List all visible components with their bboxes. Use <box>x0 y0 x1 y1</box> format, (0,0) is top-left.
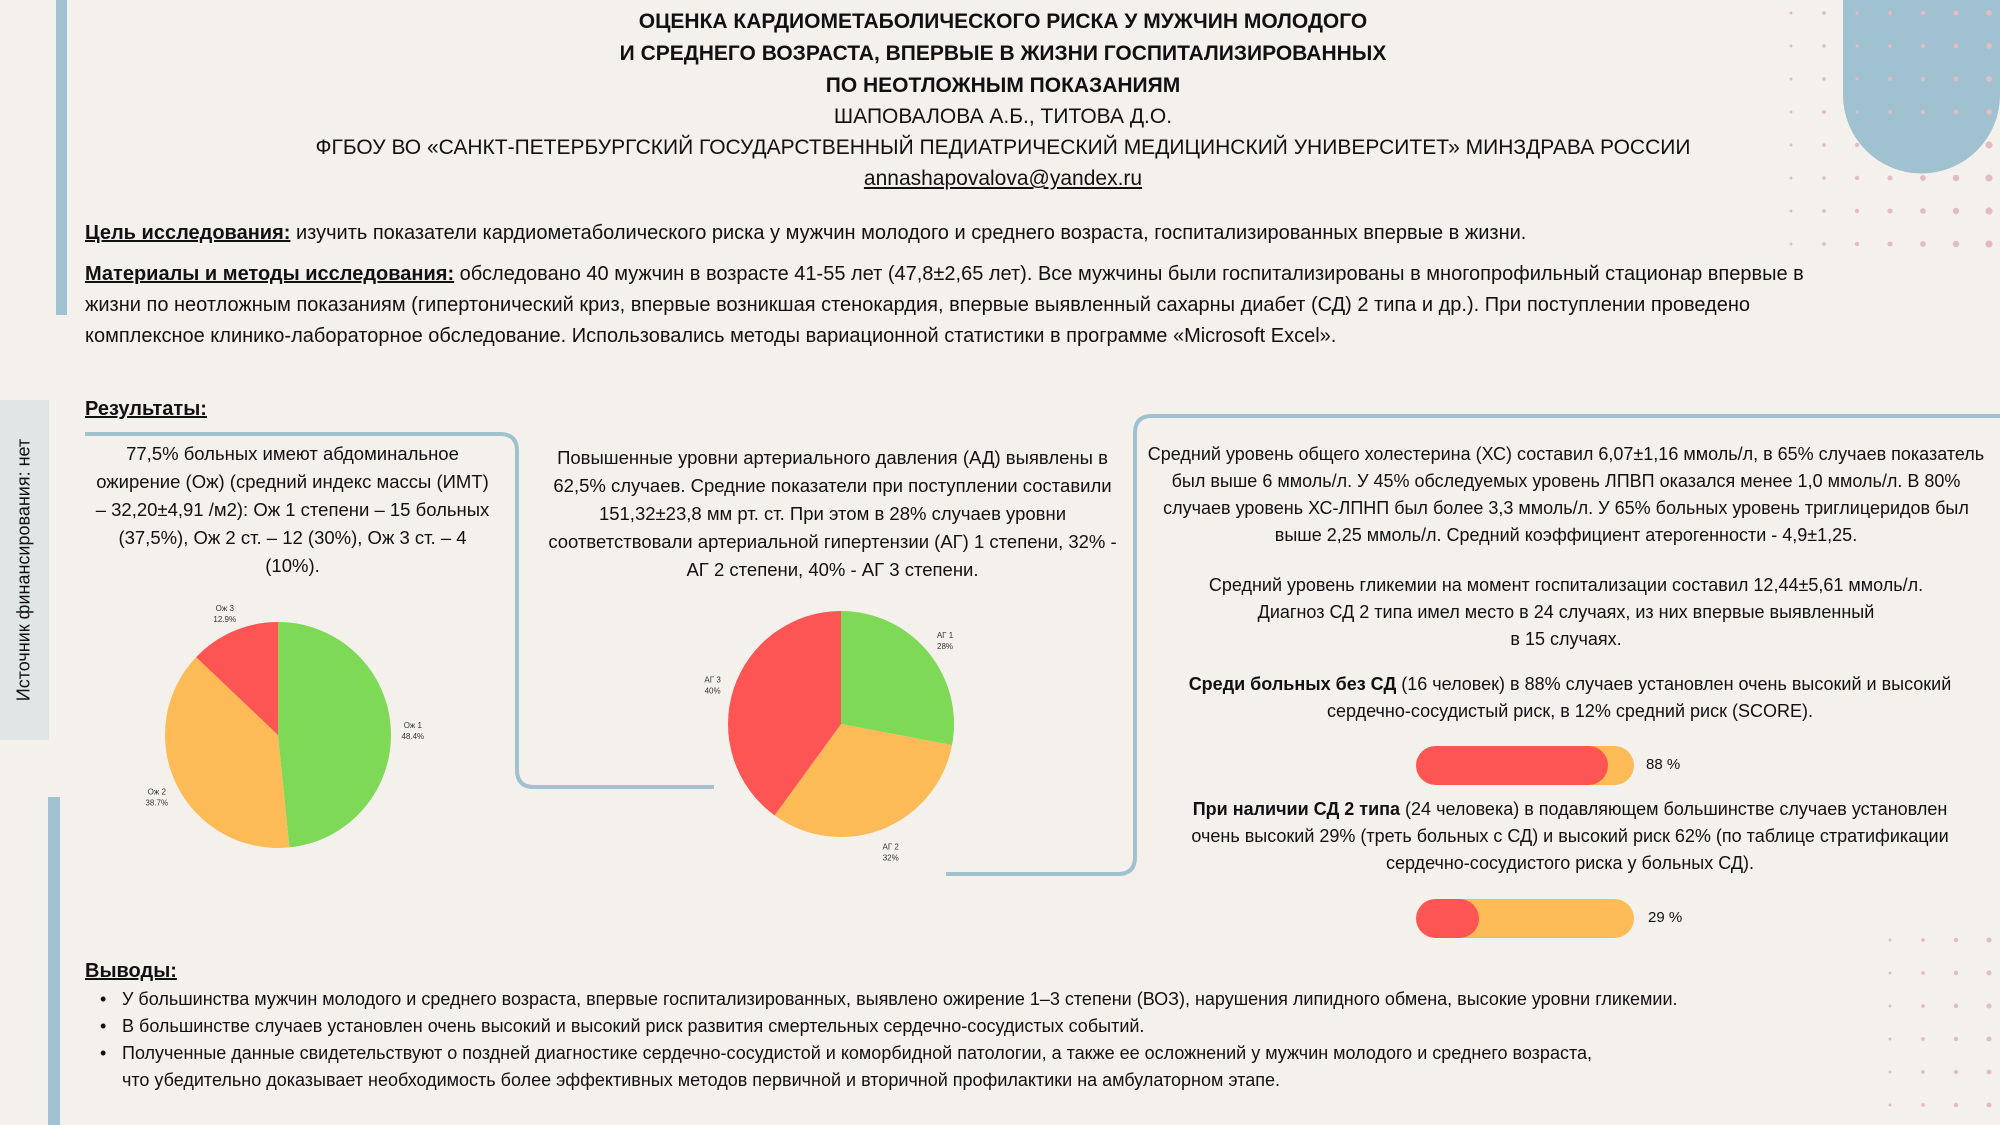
decorative-dot <box>1921 1103 1925 1107</box>
decorative-dot <box>1888 77 1892 81</box>
left-accent-bar-bottom <box>48 797 60 1125</box>
decorative-dot <box>1920 241 1926 247</box>
decorative-dot <box>1921 938 1925 942</box>
decorative-dot <box>1986 1036 1991 1041</box>
obesity-pie-chart <box>130 590 430 870</box>
decorative-dot <box>1855 176 1859 180</box>
lipid-text: Средний уровень общего холестерина (ХС) составил 6,07±1,16 ммоль/л, в 65% случаев показатель был выше 6 ммоль/л. У 45% обследуемых уровень ЛПВП оказался менее 1,0 ммоль/л. В 80% случаев уровень ХС-ЛПНП был более 3,3 ммоль/л. У 65% больных уровень триглицеридов был выше 2,25 ммоль/л. Средний коэффициент атерогенности - 4,9±1,25. <box>1147 444 1985 545</box>
no-diabetes-text <box>1180 671 1960 725</box>
authors: ШАПОВАЛОВА А.Б., ТИТОВА Д.О. <box>833 105 1173 128</box>
poster-title-line-2: И СРЕДНЕГО ВОЗРАСТА, ВПЕРВЫЕ В ЖИЗНИ ГОСПИТАЛИЗИРОВАННЫХ <box>619 42 1387 65</box>
pie-slice-Ож 1 <box>278 622 391 847</box>
conclusion-item: У большинства мужчин молодого и среднего возраста, впервые госпитализированных, выявлено ожирение 1–3 степени (ВОЗ), нарушения липидного обмена, высокие уровни гликемии. <box>122 989 1678 1009</box>
pie-data-label: 12.9% <box>213 614 237 624</box>
decorative-dot <box>1985 141 1992 148</box>
conclusion-item: Полученные данные свидетельствуют о поздней диагностике сердечно-сосудистой и коморбидной патологии, а также ее осложнений у мужчин молодого и среднего возраста, <box>122 1043 1593 1063</box>
decorative-dot <box>1822 77 1826 81</box>
decorative-dot <box>1888 110 1892 114</box>
goal-heading: Цель исследования: <box>85 222 291 244</box>
risk-bar-diabetes <box>1416 899 1634 938</box>
decorative-dot <box>1856 78 1859 81</box>
decorative-dot <box>1954 1103 1958 1107</box>
decorative-dot <box>1822 143 1826 147</box>
poster-title-line-3: ПО НЕОТЛОЖНЫМ ПОКАЗАНИЯМ <box>825 74 1181 97</box>
goal-section <box>85 218 1805 249</box>
decorative-dot <box>1953 43 1958 48</box>
decorative-dot <box>1953 109 1958 114</box>
decorative-dot <box>1954 1070 1958 1074</box>
diabetes-body: (24 человека) в подавляющем большинстве случаев установлен очень высокий 29% (треть больных с СД) и высокий риск 62% (по таблице стратификации сердечно-сосудистого риска у больных СД). <box>1191 799 1949 873</box>
diabetes-text <box>1190 796 1950 877</box>
decorative-dot <box>1889 972 1892 975</box>
pie-data-label: 40% <box>704 686 721 696</box>
decorative-dot <box>1790 210 1793 213</box>
decorative-dot <box>1889 1071 1892 1074</box>
decorative-dot <box>1887 241 1892 246</box>
glycemia-line: Диагноз СД 2 типа имел место в 24 случаях, из них впервые выявленный <box>1257 602 1875 622</box>
decorative-dot <box>1822 209 1826 213</box>
decorative-dot <box>1889 1005 1892 1008</box>
goal-text: изучить показатели кардиометаболического риска у мужчин молодого и среднего возраста, госпитализированных впервые в жизни. <box>290 222 1527 244</box>
bullet-icon: • <box>100 1016 107 1036</box>
decorative-dot <box>1921 77 1925 81</box>
diabetes-bold: При наличии СД 2 типа <box>1192 799 1401 819</box>
decorative-dot <box>1954 1004 1958 1008</box>
risk-bar-fill <box>1416 746 1608 785</box>
conclusions-heading: Выводы: <box>85 960 177 982</box>
no-diabetes-body: (16 человек) в 88% случаев установлен очень высокий и высокий сердечно-сосудистый риск, в 12% средний риск (SCORE). <box>1327 674 1952 721</box>
pie-data-label: 32% <box>882 853 899 863</box>
decorative-dot <box>1921 1070 1925 1074</box>
decorative-dot <box>1889 1104 1892 1107</box>
glycemia-text <box>1145 572 1987 653</box>
pie-category-label: АГ 2 <box>882 842 899 852</box>
decorative-dot <box>1887 208 1892 213</box>
decorative-dot <box>1986 76 1992 82</box>
decorative-dot <box>1986 1003 1991 1008</box>
decorative-dot <box>1920 175 1926 181</box>
decorative-dot <box>1856 111 1859 114</box>
decorative-dot <box>1921 1037 1925 1041</box>
decorative-dot <box>1985 174 1992 181</box>
decorative-dot <box>1986 10 1992 16</box>
pie-category-label: АГ 3 <box>704 675 721 685</box>
risk-bar-no-diabetes <box>1416 746 1634 785</box>
risk-bar-label: 88 % <box>1646 756 1681 773</box>
decorative-dot <box>1986 109 1992 115</box>
pie-data-label: 38.7% <box>145 798 169 808</box>
decorative-dot <box>1855 209 1859 213</box>
decorative-dot <box>1954 971 1958 975</box>
decorative-dot <box>1953 175 1960 182</box>
decorative-dot <box>1986 1069 1991 1074</box>
decorative-dot <box>1986 1102 1991 1107</box>
funding-text: Источник финансирования: нет <box>13 438 34 702</box>
decorative-dot <box>1822 44 1826 48</box>
glycemia-line: Средний уровень гликемии на момент госпитализации составил 12,44±5,61 ммоль/л. <box>1208 575 1924 595</box>
decorative-dot <box>1822 242 1826 246</box>
decorative-dot <box>1953 241 1960 248</box>
decorative-dot <box>1790 78 1793 81</box>
methods-heading: Материалы и методы исследования: <box>85 263 455 285</box>
methods-text: обследовано 40 мужчин в возрасте 41-55 лет (47,8±2,65 лет). Все мужчины были госпитализированы в многопрофильный стационар впервые в жизни по неотложным показаниям (гипертонический криз, впервые возникшая стенокардия, впервые выявленный сахарны диабет (СД) 2 типа и др.). При поступлении проведено комплексное клинико-лабораторное обследование. Использовались методы вариационной статистики в программе «Microsoft Excel». <box>85 263 1804 347</box>
decorative-dot <box>1921 44 1925 48</box>
decorative-dot <box>1888 44 1892 48</box>
decorative-dot <box>1822 11 1826 15</box>
pie-category-label: Ож 3 <box>215 603 234 613</box>
bullet-icon: • <box>100 989 107 1009</box>
conclusion-item-continued: что убедительно доказывает необходимость более эффективных методов первичной и вторичной профилактики на амбулаторном этапе. <box>122 1070 1280 1090</box>
decorative-dot <box>1986 43 1992 49</box>
decorative-dot <box>1790 45 1793 48</box>
decorative-dot <box>1985 240 1992 247</box>
pie-data-label: 48.4% <box>401 732 425 742</box>
decorative-dot <box>1855 242 1859 246</box>
decorative-dot <box>1953 208 1960 215</box>
blood-pressure-text: Повышенные уровни артериального давления (АД) выявлены в 62,5% случаев. Средние показатели при поступлении составили 151,32±23,8 мм рт. ст. При этом в 28% случаев уровни соответствовали артериальной гипертензии (АГ) 1 степени, 32% - АГ 2 степени, 40% - АГ 3 степени. <box>548 447 1117 580</box>
decorative-dot <box>1855 143 1859 147</box>
decorative-dot <box>1889 1038 1892 1041</box>
decorative-dot <box>1887 175 1892 180</box>
poster-title-line-1: ОЦЕНКА КАРДИОМЕТАБОЛИЧЕСКОГО РИСКА У МУЖЧИН МОЛОДОГО <box>638 10 1368 33</box>
methods-section <box>85 259 1805 352</box>
decorative-dot <box>1888 11 1892 15</box>
obesity-text: 77,5% больных имеют абдоминальное ожирение (Ож) (средний индекс массы (ИМТ) – 32,20±4,91 /м2): Ож 1 степени – 15 больных (37,5%), Ож 2 ст. – 12 (30%), Ож 3 ст. – 4 (10%). <box>95 443 490 576</box>
risk-bar-fill <box>1416 899 1479 938</box>
decorative-dot <box>1856 12 1859 15</box>
funding-sidebar <box>0 400 49 740</box>
decorative-dot <box>1985 207 1992 214</box>
left-accent-bar-top <box>56 0 67 315</box>
pie-category-label: АГ 1 <box>936 630 954 640</box>
decorative-dot <box>1921 971 1925 975</box>
institution: ФГБОУ ВО «САНКТ-ПЕТЕРБУРГСКИЙ ГОСУДАРСТВЕННЫЙ ПЕДИАТРИЧЕСКИЙ МЕДИЦИНСКИЙ УНИВЕРСИТЕТ» МИНЗДРАВА РОССИИ <box>315 136 1691 159</box>
decorative-dot <box>1954 938 1958 942</box>
decorative-dot <box>1953 76 1958 81</box>
decorative-dot <box>1920 208 1926 214</box>
decorative-dot <box>1986 937 1991 942</box>
risk-bar-label: 29 % <box>1648 909 1683 926</box>
glycemia-line: в 15 случаях. <box>1510 629 1622 649</box>
decorative-dot <box>1921 11 1925 15</box>
conclusion-item: В большинстве случаев установлен очень высокий и высокий риск развития смертельных сердечно-сосудистых событий. <box>122 1016 1145 1036</box>
decorative-dot <box>1954 1037 1958 1041</box>
results-heading: Результаты: <box>85 398 207 420</box>
no-diabetes-bold: Среди больных без СД <box>1188 674 1397 694</box>
bullet-icon: • <box>100 1043 107 1063</box>
decorative-dot <box>1986 970 1991 975</box>
decorative-dot <box>1856 45 1859 48</box>
hypertension-pie-chart <box>690 590 990 870</box>
decorative-dot <box>1822 110 1826 114</box>
decorative-dot <box>1889 939 1892 942</box>
pie-category-label: Ож 2 <box>147 787 166 797</box>
decorative-dot <box>1921 110 1925 114</box>
dot-pattern-bottom-right <box>1889 937 1992 1107</box>
decorative-dot <box>1921 1004 1925 1008</box>
decorative-dot <box>1790 12 1793 15</box>
blue-rounded-shape <box>1843 0 2000 174</box>
decorative-dot <box>1822 176 1826 180</box>
email-link[interactable]: annashapovalova@yandex.ru <box>863 167 1143 190</box>
pie-data-label: 28% <box>937 641 954 651</box>
pie-category-label: Ож 1 <box>403 721 422 731</box>
decorative-dot <box>1953 10 1958 15</box>
